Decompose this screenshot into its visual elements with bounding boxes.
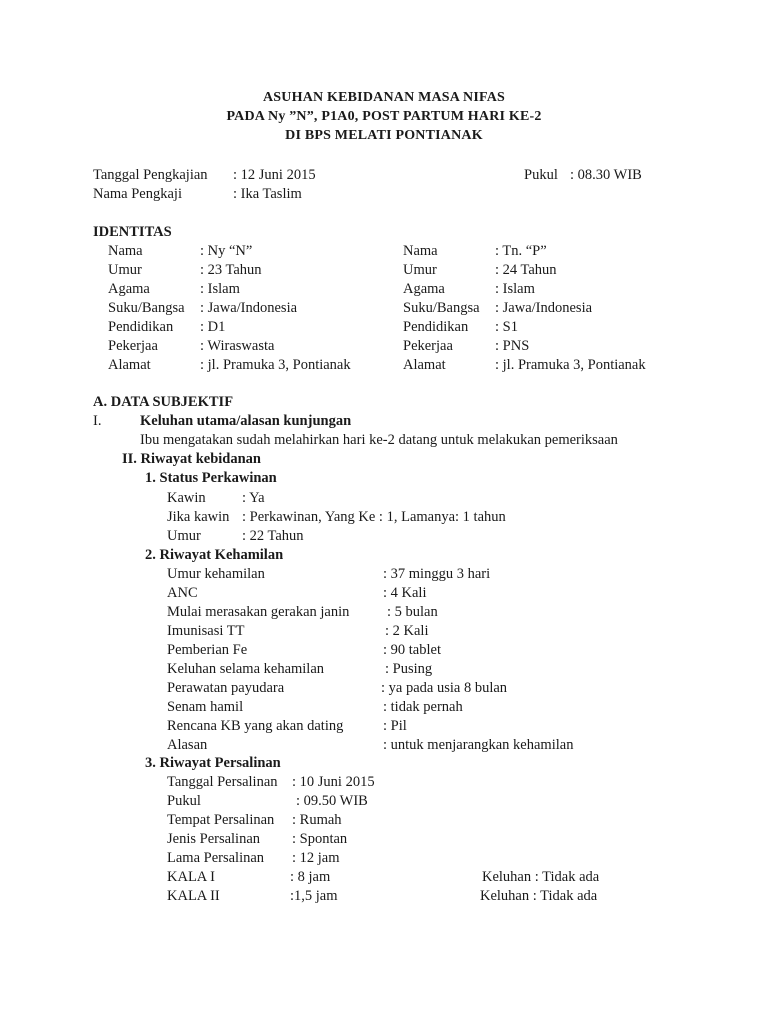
tanggal-value: : 12 Juni 2015 — [233, 167, 316, 183]
persalinan-label: KALA I — [167, 869, 215, 885]
kehamilan-value: : 5 bulan — [387, 604, 438, 620]
persalinan-label: Jenis Persalinan — [167, 831, 261, 847]
pengkaji-label: Nama Pengkaji — [93, 186, 182, 202]
kehamilan-value: : tidak pernah — [383, 699, 463, 715]
ibu-value: : Islam — [200, 281, 240, 297]
persalinan-value: : 09.50 WIB — [296, 793, 368, 809]
persalinan-label: KALA II — [167, 888, 220, 904]
ibu-value: : D1 — [200, 319, 226, 335]
keluhan-number: I. — [93, 413, 102, 429]
ibu-label: Agama — [108, 281, 150, 297]
tanggal-label: Tanggal Pengkajian — [93, 167, 208, 183]
title-line-2: PADA Ny ”N”, P1A0, POST PARTUM HARI KE-2 — [226, 109, 542, 124]
kehamilan-label: Senam hamil — [167, 699, 244, 715]
ibu-value: : Ny “N” — [200, 243, 253, 259]
status-label: Kawin — [167, 490, 206, 506]
pengkaji-value: : Ika Taslim — [233, 186, 302, 202]
kehamilan-label: Mulai merasakan gerakan janin — [167, 604, 350, 620]
kehamilan-label: Alasan — [167, 737, 208, 753]
suami-value: : PNS — [495, 338, 530, 354]
kehamilan-label: Keluhan selama kehamilan — [167, 661, 325, 677]
title-line-1: ASUHAN KEBIDANAN MASA NIFAS — [263, 90, 505, 105]
subjektif-heading: A. DATA SUBJEKTIF — [93, 394, 234, 410]
ibu-value: : 23 Tahun — [200, 262, 262, 278]
kehamilan-label: Umur kehamilan — [167, 566, 265, 582]
kehamilan-value: : Pusing — [385, 661, 433, 677]
kehamilan-label: Pemberian Fe — [167, 642, 248, 658]
kehamilan-label: Perawatan payudara — [167, 680, 285, 696]
pukul-value: : 08.30 WIB — [570, 167, 642, 183]
identitas-heading: IDENTITAS — [93, 224, 172, 240]
suami-label: Suku/Bangsa — [403, 300, 480, 316]
persalinan-value: : 12 jam — [292, 850, 340, 866]
pukul-label: Pukul — [524, 167, 558, 183]
persalinan-label: Tanggal Persalinan — [167, 774, 278, 790]
suami-value: : Tn. “P” — [495, 243, 547, 259]
keluhan-text: Ibu mengatakan sudah melahirkan hari ke-2 datang untuk melakukan pemeriksaan — [140, 432, 618, 448]
ibu-label: Nama — [108, 243, 143, 259]
persalinan-keluhan: Keluhan : Tidak ada — [480, 888, 598, 904]
persalinan-value: : 8 jam — [290, 869, 331, 885]
persalinan-value: :1,5 jam — [290, 888, 338, 904]
persalinan-label: Pukul — [167, 793, 201, 809]
status-value: : Perkawinan, Yang Ke : 1, Lamanya: 1 tahun — [242, 509, 506, 525]
suami-value: : 24 Tahun — [495, 262, 557, 278]
ibu-value: : Wiraswasta — [200, 338, 275, 354]
kehamilan-value: : 90 tablet — [383, 642, 441, 658]
kehamilan-value: : 4 Kali — [383, 585, 427, 601]
persalinan-value: : Spontan — [292, 831, 348, 847]
suami-value: : jl. Pramuka 3, Pontianak — [495, 357, 646, 373]
suami-label: Pekerjaa — [403, 338, 453, 354]
ibu-label: Suku/Bangsa — [108, 300, 185, 316]
suami-value: : S1 — [495, 319, 518, 335]
kehamilan-label: ANC — [167, 585, 198, 601]
riwayat-heading: II. Riwayat kebidanan — [122, 451, 261, 467]
status-label: Jika kawin — [167, 509, 230, 525]
suami-label: Umur — [403, 262, 437, 278]
persalinan-heading: 3. Riwayat Persalinan — [145, 755, 281, 771]
suami-label: Agama — [403, 281, 445, 297]
ibu-label: Alamat — [108, 357, 151, 373]
status-heading: 1. Status Perkawinan — [145, 470, 277, 486]
kehamilan-value: : untuk menjarangkan kehamilan — [383, 737, 574, 753]
suami-value: : Jawa/Indonesia — [495, 300, 593, 316]
persalinan-label: Lama Persalinan — [167, 850, 265, 866]
status-value: : 22 Tahun — [242, 528, 304, 544]
ibu-value: : jl. Pramuka 3, Pontianak — [200, 357, 351, 373]
suami-value: : Islam — [495, 281, 535, 297]
kehamilan-value: : ya pada usia 8 bulan — [381, 680, 508, 696]
ibu-label: Pendidikan — [108, 319, 174, 335]
status-value: : Ya — [242, 490, 265, 506]
persalinan-label: Tempat Persalinan — [167, 812, 275, 828]
persalinan-keluhan: Keluhan : Tidak ada — [482, 869, 600, 885]
title-line-3: DI BPS MELATI PONTIANAK — [285, 128, 483, 143]
keluhan-heading: Keluhan utama/alasan kunjungan — [140, 413, 352, 429]
kehamilan-value: : 37 minggu 3 hari — [383, 566, 491, 582]
kehamilan-label: Rencana KB yang akan dating — [167, 718, 344, 734]
ibu-value: : Jawa/Indonesia — [200, 300, 298, 316]
persalinan-value: : Rumah — [292, 812, 342, 828]
persalinan-value: : 10 Juni 2015 — [292, 774, 375, 790]
kehamilan-label: Imunisasi TT — [167, 623, 245, 639]
kehamilan-value: : 2 Kali — [385, 623, 429, 639]
ibu-label: Pekerjaa — [108, 338, 158, 354]
suami-label: Alamat — [403, 357, 446, 373]
kehamilan-value: : Pil — [383, 718, 407, 734]
suami-label: Nama — [403, 243, 438, 259]
status-label: Umur — [167, 528, 201, 544]
ibu-label: Umur — [108, 262, 142, 278]
suami-label: Pendidikan — [403, 319, 469, 335]
kehamilan-heading: 2. Riwayat Kehamilan — [145, 547, 284, 563]
